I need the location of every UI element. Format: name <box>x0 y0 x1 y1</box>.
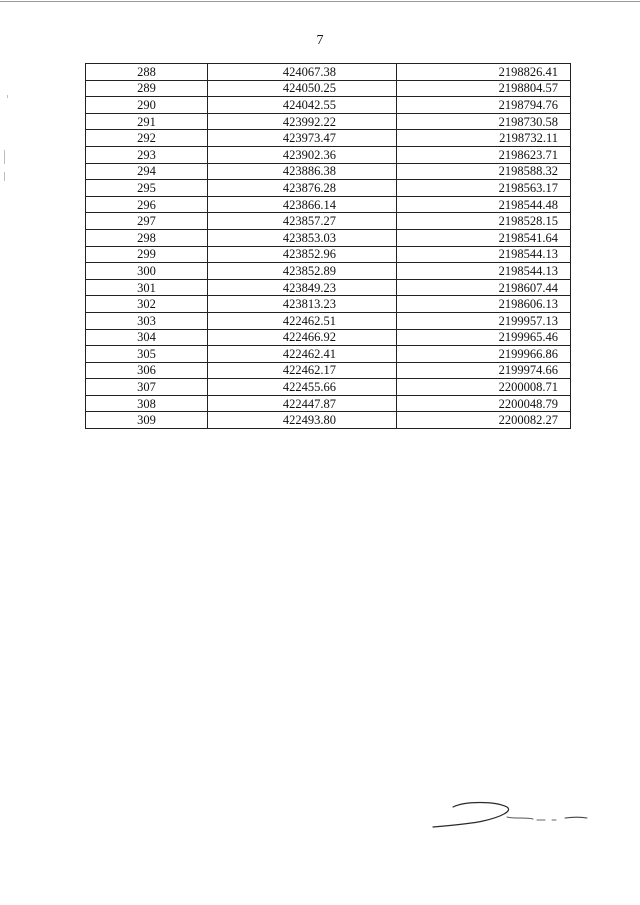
table-row <box>86 80 571 97</box>
point-number-cell: 300 <box>86 263 208 280</box>
table-row <box>86 412 571 429</box>
y-coordinate-cell: 2200048.79 <box>397 395 571 412</box>
x-coordinate-cell: 422493.80 <box>208 412 397 429</box>
x-coordinate-cell: 423886.38 <box>208 163 397 180</box>
point-number-cell: 291 <box>86 113 208 130</box>
y-coordinate-cell: 2198606.13 <box>397 296 571 313</box>
table-row <box>86 263 571 280</box>
x-coordinate-cell: 422455.66 <box>208 379 397 396</box>
x-coordinate-cell: 422447.87 <box>208 395 397 412</box>
page-number: 7 <box>316 33 324 48</box>
y-coordinate-cell: 2198544.48 <box>397 196 571 213</box>
y-coordinate-cell: 2198804.57 <box>397 80 571 97</box>
x-coordinate-cell: 422462.51 <box>208 312 397 329</box>
point-number-cell: 297 <box>86 213 208 230</box>
y-coordinate-cell: 2198794.76 <box>397 97 571 114</box>
x-coordinate-cell: 423876.28 <box>208 180 397 197</box>
scan-mark <box>4 150 5 164</box>
table-row <box>86 113 571 130</box>
y-coordinate-cell: 2198730.58 <box>397 113 571 130</box>
point-number-cell: 309 <box>86 412 208 429</box>
y-coordinate-cell: 2198623.71 <box>397 146 571 163</box>
point-number-cell: 293 <box>86 146 208 163</box>
point-number-cell: 308 <box>86 395 208 412</box>
table-row <box>86 296 571 313</box>
table-row <box>86 312 571 329</box>
table-row <box>86 329 571 346</box>
table-row <box>86 362 571 379</box>
table-row <box>86 163 571 180</box>
y-coordinate-cell: 2200082.27 <box>397 412 571 429</box>
point-number-cell: 305 <box>86 346 208 363</box>
x-coordinate-cell: 424067.38 <box>208 64 397 81</box>
x-coordinate-cell: 423866.14 <box>208 196 397 213</box>
table-row <box>86 196 571 213</box>
x-coordinate-cell: 423852.89 <box>208 263 397 280</box>
y-coordinate-cell: 2198544.13 <box>397 246 571 263</box>
y-coordinate-cell: 2199974.66 <box>397 362 571 379</box>
x-coordinate-cell: 423857.27 <box>208 213 397 230</box>
point-number-cell: 295 <box>86 180 208 197</box>
table-row <box>86 146 571 163</box>
x-coordinate-cell: 423992.22 <box>208 113 397 130</box>
y-coordinate-cell: 2199957.13 <box>397 312 571 329</box>
point-number-cell: 304 <box>86 329 208 346</box>
y-coordinate-cell: 2199965.46 <box>397 329 571 346</box>
point-number-cell: 296 <box>86 196 208 213</box>
y-coordinate-cell: 2198588.32 <box>397 163 571 180</box>
point-number-cell: 299 <box>86 246 208 263</box>
x-coordinate-cell: 423853.03 <box>208 229 397 246</box>
table-row <box>86 279 571 296</box>
table-row <box>86 97 571 114</box>
coordinates-table-body <box>86 64 571 429</box>
page-top-rule <box>0 1 640 2</box>
x-coordinate-cell: 423902.36 <box>208 146 397 163</box>
x-coordinate-cell: 423849.23 <box>208 279 397 296</box>
y-coordinate-cell: 2198541.64 <box>397 229 571 246</box>
point-number-cell: 288 <box>86 64 208 81</box>
y-coordinate-cell: 2198563.17 <box>397 180 571 197</box>
x-coordinate-cell: 423813.23 <box>208 296 397 313</box>
y-coordinate-cell: 2198528.15 <box>397 213 571 230</box>
table-row <box>86 180 571 197</box>
y-coordinate-cell: 2198544.13 <box>397 263 571 280</box>
table-row <box>86 64 571 81</box>
point-number-cell: 301 <box>86 279 208 296</box>
table-row <box>86 246 571 263</box>
table-row <box>86 130 571 147</box>
point-number-cell: 303 <box>86 312 208 329</box>
x-coordinate-cell: 424050.25 <box>208 80 397 97</box>
x-coordinate-cell: 422466.92 <box>208 329 397 346</box>
y-coordinate-cell: 2198732.11 <box>397 130 571 147</box>
y-coordinate-cell: 2198826.41 <box>397 64 571 81</box>
point-number-cell: 302 <box>86 296 208 313</box>
x-coordinate-cell: 423852.96 <box>208 246 397 263</box>
table-row <box>86 213 571 230</box>
x-coordinate-cell: 423973.47 <box>208 130 397 147</box>
point-number-cell: 294 <box>86 163 208 180</box>
scan-mark <box>7 95 8 98</box>
point-number-cell: 306 <box>86 362 208 379</box>
table-row <box>86 395 571 412</box>
coordinates-table <box>85 63 571 429</box>
point-number-cell: 292 <box>86 130 208 147</box>
y-coordinate-cell: 2198607.44 <box>397 279 571 296</box>
point-number-cell: 307 <box>86 379 208 396</box>
x-coordinate-cell: 422462.41 <box>208 346 397 363</box>
table-row <box>86 379 571 396</box>
point-number-cell: 290 <box>86 97 208 114</box>
scan-mark <box>4 172 5 181</box>
y-coordinate-cell: 2200008.71 <box>397 379 571 396</box>
x-coordinate-cell: 422462.17 <box>208 362 397 379</box>
y-coordinate-cell: 2199966.86 <box>397 346 571 363</box>
x-coordinate-cell: 424042.55 <box>208 97 397 114</box>
point-number-cell: 298 <box>86 229 208 246</box>
point-number-cell: 289 <box>86 80 208 97</box>
signature-image <box>425 795 595 845</box>
table-row <box>86 229 571 246</box>
table-row <box>86 346 571 363</box>
